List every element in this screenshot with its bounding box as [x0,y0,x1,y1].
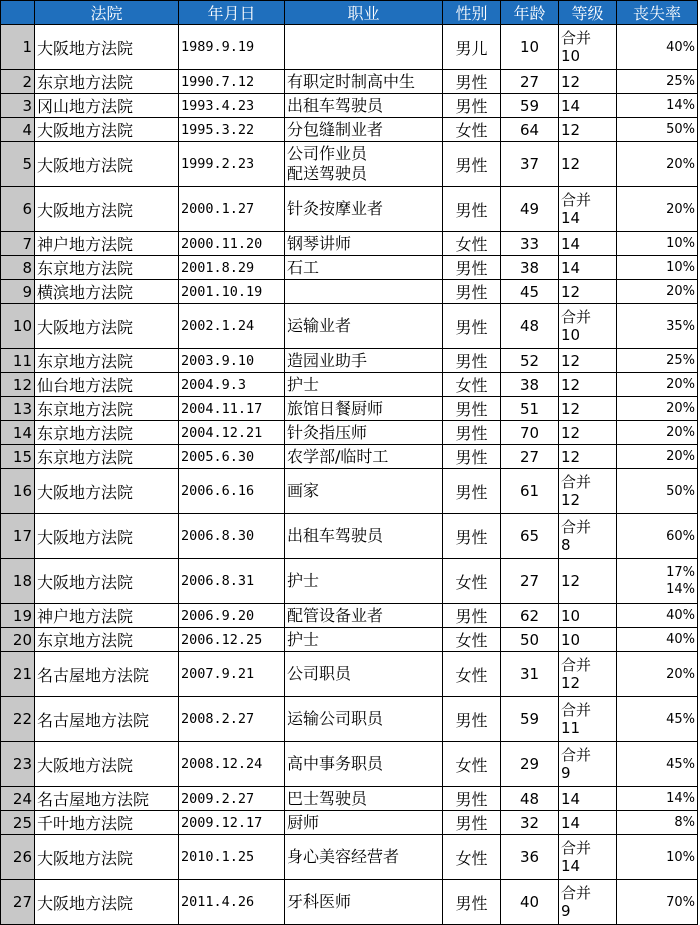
rate-cell: 17% 14% [617,559,698,604]
row-index: 18 [1,559,35,604]
rate-cell: 20% [617,280,698,304]
court-cell: 大阪地方法院 [35,304,179,349]
rate-cell: 45% [617,697,698,742]
row-index: 27 [1,880,35,925]
court-cell: 大阪地方法院 [35,187,179,232]
row-index: 25 [1,811,35,835]
date-cell: 2010.1.25 [179,835,285,880]
table-row [1,787,698,811]
table-row [1,514,698,559]
age-cell: 50 [501,628,559,652]
date-cell: 2004.11.17 [179,397,285,421]
grade-cell: 合并 9 [559,880,617,925]
date-cell: 2000.11.20 [179,232,285,256]
age-cell: 51 [501,397,559,421]
row-index: 17 [1,514,35,559]
rate-cell: 14% [617,94,698,118]
grade-cell: 合并 10 [559,25,617,70]
job-cell: 石工 [285,256,443,280]
court-cell: 大阪地方法院 [35,469,179,514]
sex-cell: 女性 [443,373,501,397]
grade-cell: 12 [559,118,617,142]
sex-cell: 男性 [443,811,501,835]
sex-cell: 男性 [443,349,501,373]
age-cell: 38 [501,373,559,397]
sex-cell: 男性 [443,421,501,445]
court-cell: 名古屋地方法院 [35,787,179,811]
court-cell: 东京地方法院 [35,256,179,280]
age-cell: 10 [501,25,559,70]
grade-cell: 14 [559,232,617,256]
rate-cell: 40% [617,604,698,628]
table-row [1,880,698,925]
table-row [1,118,698,142]
job-cell: 巴士驾驶员 [285,787,443,811]
age-cell: 36 [501,835,559,880]
table-row [1,397,698,421]
rate-cell: 20% [617,397,698,421]
grade-cell: 12 [559,397,617,421]
header-grade: 等级 [559,1,617,25]
table-header [1,1,698,25]
sex-cell: 女性 [443,742,501,787]
rate-cell: 25% [617,349,698,373]
court-cell: 大阪地方法院 [35,742,179,787]
sex-cell: 男性 [443,304,501,349]
age-cell: 27 [501,559,559,604]
table-row [1,811,698,835]
row-index: 5 [1,142,35,187]
grade-cell: 12 [559,445,617,469]
job-cell: 配管设备业者 [285,604,443,628]
rate-cell: 10% [617,256,698,280]
grade-cell: 合并 10 [559,304,617,349]
rate-cell: 20% [617,373,698,397]
grade-cell: 合并 8 [559,514,617,559]
court-cell: 名古屋地方法院 [35,697,179,742]
header-index [1,1,35,25]
date-cell: 1999.2.23 [179,142,285,187]
age-cell: 52 [501,349,559,373]
grade-cell: 10 [559,628,617,652]
job-cell: 牙科医师 [285,880,443,925]
age-cell: 49 [501,187,559,232]
grade-cell: 14 [559,256,617,280]
court-cell: 横滨地方法院 [35,280,179,304]
date-cell: 1993.4.23 [179,94,285,118]
header-rate: 丧失率 [617,1,698,25]
table-row [1,469,698,514]
row-index: 19 [1,604,35,628]
court-cell: 大阪地方法院 [35,880,179,925]
age-cell: 70 [501,421,559,445]
court-cell: 千叶地方法院 [35,811,179,835]
court-cell: 东京地方法院 [35,421,179,445]
job-cell: 身心美容经营者 [285,835,443,880]
age-cell: 29 [501,742,559,787]
header-age: 年龄 [501,1,559,25]
row-index: 8 [1,256,35,280]
court-cell: 仙台地方法院 [35,373,179,397]
sex-cell: 女性 [443,652,501,697]
court-cell: 东京地方法院 [35,445,179,469]
age-cell: 61 [501,469,559,514]
rate-cell: 20% [617,445,698,469]
date-cell: 1990.7.12 [179,70,285,94]
date-cell: 2001.10.19 [179,280,285,304]
header-job: 职业 [285,1,443,25]
row-index: 2 [1,70,35,94]
row-index: 11 [1,349,35,373]
row-index: 7 [1,232,35,256]
job-cell [285,280,443,304]
job-cell: 分包缝制业者 [285,118,443,142]
job-cell: 出租车驾驶员 [285,514,443,559]
grade-cell: 合并 9 [559,742,617,787]
age-cell: 40 [501,880,559,925]
date-cell: 2001.8.29 [179,256,285,280]
row-index: 3 [1,94,35,118]
court-cell: 东京地方法院 [35,349,179,373]
rate-cell: 14% [617,787,698,811]
court-cell: 大阪地方法院 [35,25,179,70]
table-row [1,256,698,280]
row-index: 1 [1,25,35,70]
date-cell: 2004.9.3 [179,373,285,397]
header-court: 法院 [35,1,179,25]
rate-cell: 10% [617,835,698,880]
row-index: 22 [1,697,35,742]
rate-cell: 10% [617,232,698,256]
court-cell: 东京地方法院 [35,628,179,652]
court-cell: 神户地方法院 [35,232,179,256]
table-row [1,604,698,628]
sex-cell: 男儿 [443,25,501,70]
sex-cell: 男性 [443,142,501,187]
grade-cell: 合并 11 [559,697,617,742]
date-cell: 2008.2.27 [179,697,285,742]
age-cell: 48 [501,304,559,349]
date-cell: 2006.6.16 [179,469,285,514]
age-cell: 45 [501,280,559,304]
grade-cell: 12 [559,70,617,94]
age-cell: 31 [501,652,559,697]
job-cell: 有职定时制高中生 [285,70,443,94]
court-cell: 名古屋地方法院 [35,652,179,697]
rate-cell: 20% [617,187,698,232]
date-cell: 2009.2.27 [179,787,285,811]
sex-cell: 男性 [443,514,501,559]
grade-cell: 12 [559,142,617,187]
sex-cell: 男性 [443,787,501,811]
job-cell: 公司职员 [285,652,443,697]
table-row [1,142,698,187]
table-row [1,652,698,697]
sex-cell: 男性 [443,697,501,742]
job-cell: 针灸指压师 [285,421,443,445]
sex-cell: 女性 [443,559,501,604]
table-body [1,25,698,925]
table-row [1,94,698,118]
date-cell: 2003.9.10 [179,349,285,373]
date-cell: 2006.8.31 [179,559,285,604]
court-cell: 东京地方法院 [35,397,179,421]
row-index: 6 [1,187,35,232]
court-cell: 冈山地方法院 [35,94,179,118]
date-cell: 1995.3.22 [179,118,285,142]
court-cell: 神户地方法院 [35,604,179,628]
table-row [1,373,698,397]
header-date: 年月日 [179,1,285,25]
sex-cell: 男性 [443,256,501,280]
header-row [1,1,698,25]
header-sex: 性别 [443,1,501,25]
table-row [1,835,698,880]
sex-cell: 女性 [443,628,501,652]
grade-cell: 合并 12 [559,652,617,697]
job-cell: 农学部/临时工 [285,445,443,469]
row-index: 10 [1,304,35,349]
court-cell: 东京地方法院 [35,70,179,94]
date-cell: 2004.12.21 [179,421,285,445]
court-cell: 大阪地方法院 [35,559,179,604]
rate-cell: 40% [617,25,698,70]
date-cell: 2011.4.26 [179,880,285,925]
rate-cell: 50% [617,469,698,514]
age-cell: 48 [501,787,559,811]
table-row [1,421,698,445]
grade-cell: 14 [559,787,617,811]
grade-cell: 12 [559,349,617,373]
age-cell: 27 [501,445,559,469]
job-cell: 旅馆日餐厨师 [285,397,443,421]
grade-cell: 12 [559,421,617,445]
rate-cell: 25% [617,70,698,94]
row-index: 20 [1,628,35,652]
date-cell: 2007.9.21 [179,652,285,697]
grade-cell: 12 [559,559,617,604]
row-index: 26 [1,835,35,880]
date-cell: 2009.12.17 [179,811,285,835]
table-row [1,70,698,94]
table-row [1,697,698,742]
age-cell: 65 [501,514,559,559]
age-cell: 32 [501,811,559,835]
row-index: 9 [1,280,35,304]
grade-cell: 14 [559,811,617,835]
date-cell: 2006.8.30 [179,514,285,559]
table-row [1,445,698,469]
job-cell: 护士 [285,373,443,397]
grade-cell: 合并 14 [559,187,617,232]
sex-cell: 男性 [443,880,501,925]
sex-cell: 女性 [443,835,501,880]
job-cell: 造园业助手 [285,349,443,373]
age-cell: 64 [501,118,559,142]
sex-cell: 男性 [443,280,501,304]
table-row [1,280,698,304]
rate-cell: 50% [617,118,698,142]
table-row [1,628,698,652]
job-cell [285,25,443,70]
row-index: 21 [1,652,35,697]
grade-cell: 14 [559,94,617,118]
table-row [1,742,698,787]
rate-cell: 8% [617,811,698,835]
table-row [1,349,698,373]
table-row [1,232,698,256]
sex-cell: 男性 [443,445,501,469]
sex-cell: 男性 [443,397,501,421]
grade-cell: 12 [559,280,617,304]
rate-cell: 20% [617,652,698,697]
age-cell: 62 [501,604,559,628]
sex-cell: 男性 [443,604,501,628]
job-cell: 运输业者 [285,304,443,349]
rate-cell: 40% [617,628,698,652]
row-index: 14 [1,421,35,445]
age-cell: 27 [501,70,559,94]
row-index: 12 [1,373,35,397]
job-cell: 公司作业员 配送驾驶员 [285,142,443,187]
table-row [1,187,698,232]
age-cell: 38 [501,256,559,280]
row-index: 15 [1,445,35,469]
court-cell: 大阪地方法院 [35,142,179,187]
row-index: 4 [1,118,35,142]
age-cell: 37 [501,142,559,187]
age-cell: 59 [501,697,559,742]
job-cell: 针灸按摩业者 [285,187,443,232]
job-cell: 出租车驾驶员 [285,94,443,118]
job-cell: 运输公司职员 [285,697,443,742]
grade-cell: 10 [559,604,617,628]
job-cell: 厨师 [285,811,443,835]
rate-cell: 20% [617,142,698,187]
court-cell: 大阪地方法院 [35,835,179,880]
sex-cell: 女性 [443,118,501,142]
sex-cell: 男性 [443,187,501,232]
job-cell: 钢琴讲师 [285,232,443,256]
job-cell: 高中事务职员 [285,742,443,787]
date-cell: 2005.6.30 [179,445,285,469]
age-cell: 33 [501,232,559,256]
rate-cell: 70% [617,880,698,925]
grade-cell: 合并 12 [559,469,617,514]
row-index: 23 [1,742,35,787]
table-row [1,304,698,349]
table-row [1,559,698,604]
date-cell: 2000.1.27 [179,187,285,232]
sex-cell: 男性 [443,70,501,94]
job-cell: 护士 [285,559,443,604]
rate-cell: 45% [617,742,698,787]
date-cell: 2006.9.20 [179,604,285,628]
row-index: 16 [1,469,35,514]
job-cell: 画家 [285,469,443,514]
sex-cell: 女性 [443,232,501,256]
sex-cell: 男性 [443,94,501,118]
job-cell: 护士 [285,628,443,652]
date-cell: 2002.1.24 [179,304,285,349]
grade-cell: 合并 14 [559,835,617,880]
court-cell: 大阪地方法院 [35,514,179,559]
grade-cell: 12 [559,373,617,397]
table-row [1,25,698,70]
rate-cell: 35% [617,304,698,349]
date-cell: 2008.12.24 [179,742,285,787]
sex-cell: 男性 [443,469,501,514]
date-cell: 2006.12.25 [179,628,285,652]
date-cell: 1989.9.19 [179,25,285,70]
row-index: 24 [1,787,35,811]
row-index: 13 [1,397,35,421]
rate-cell: 20% [617,421,698,445]
age-cell: 59 [501,94,559,118]
court-cell: 大阪地方法院 [35,118,179,142]
rate-cell: 60% [617,514,698,559]
